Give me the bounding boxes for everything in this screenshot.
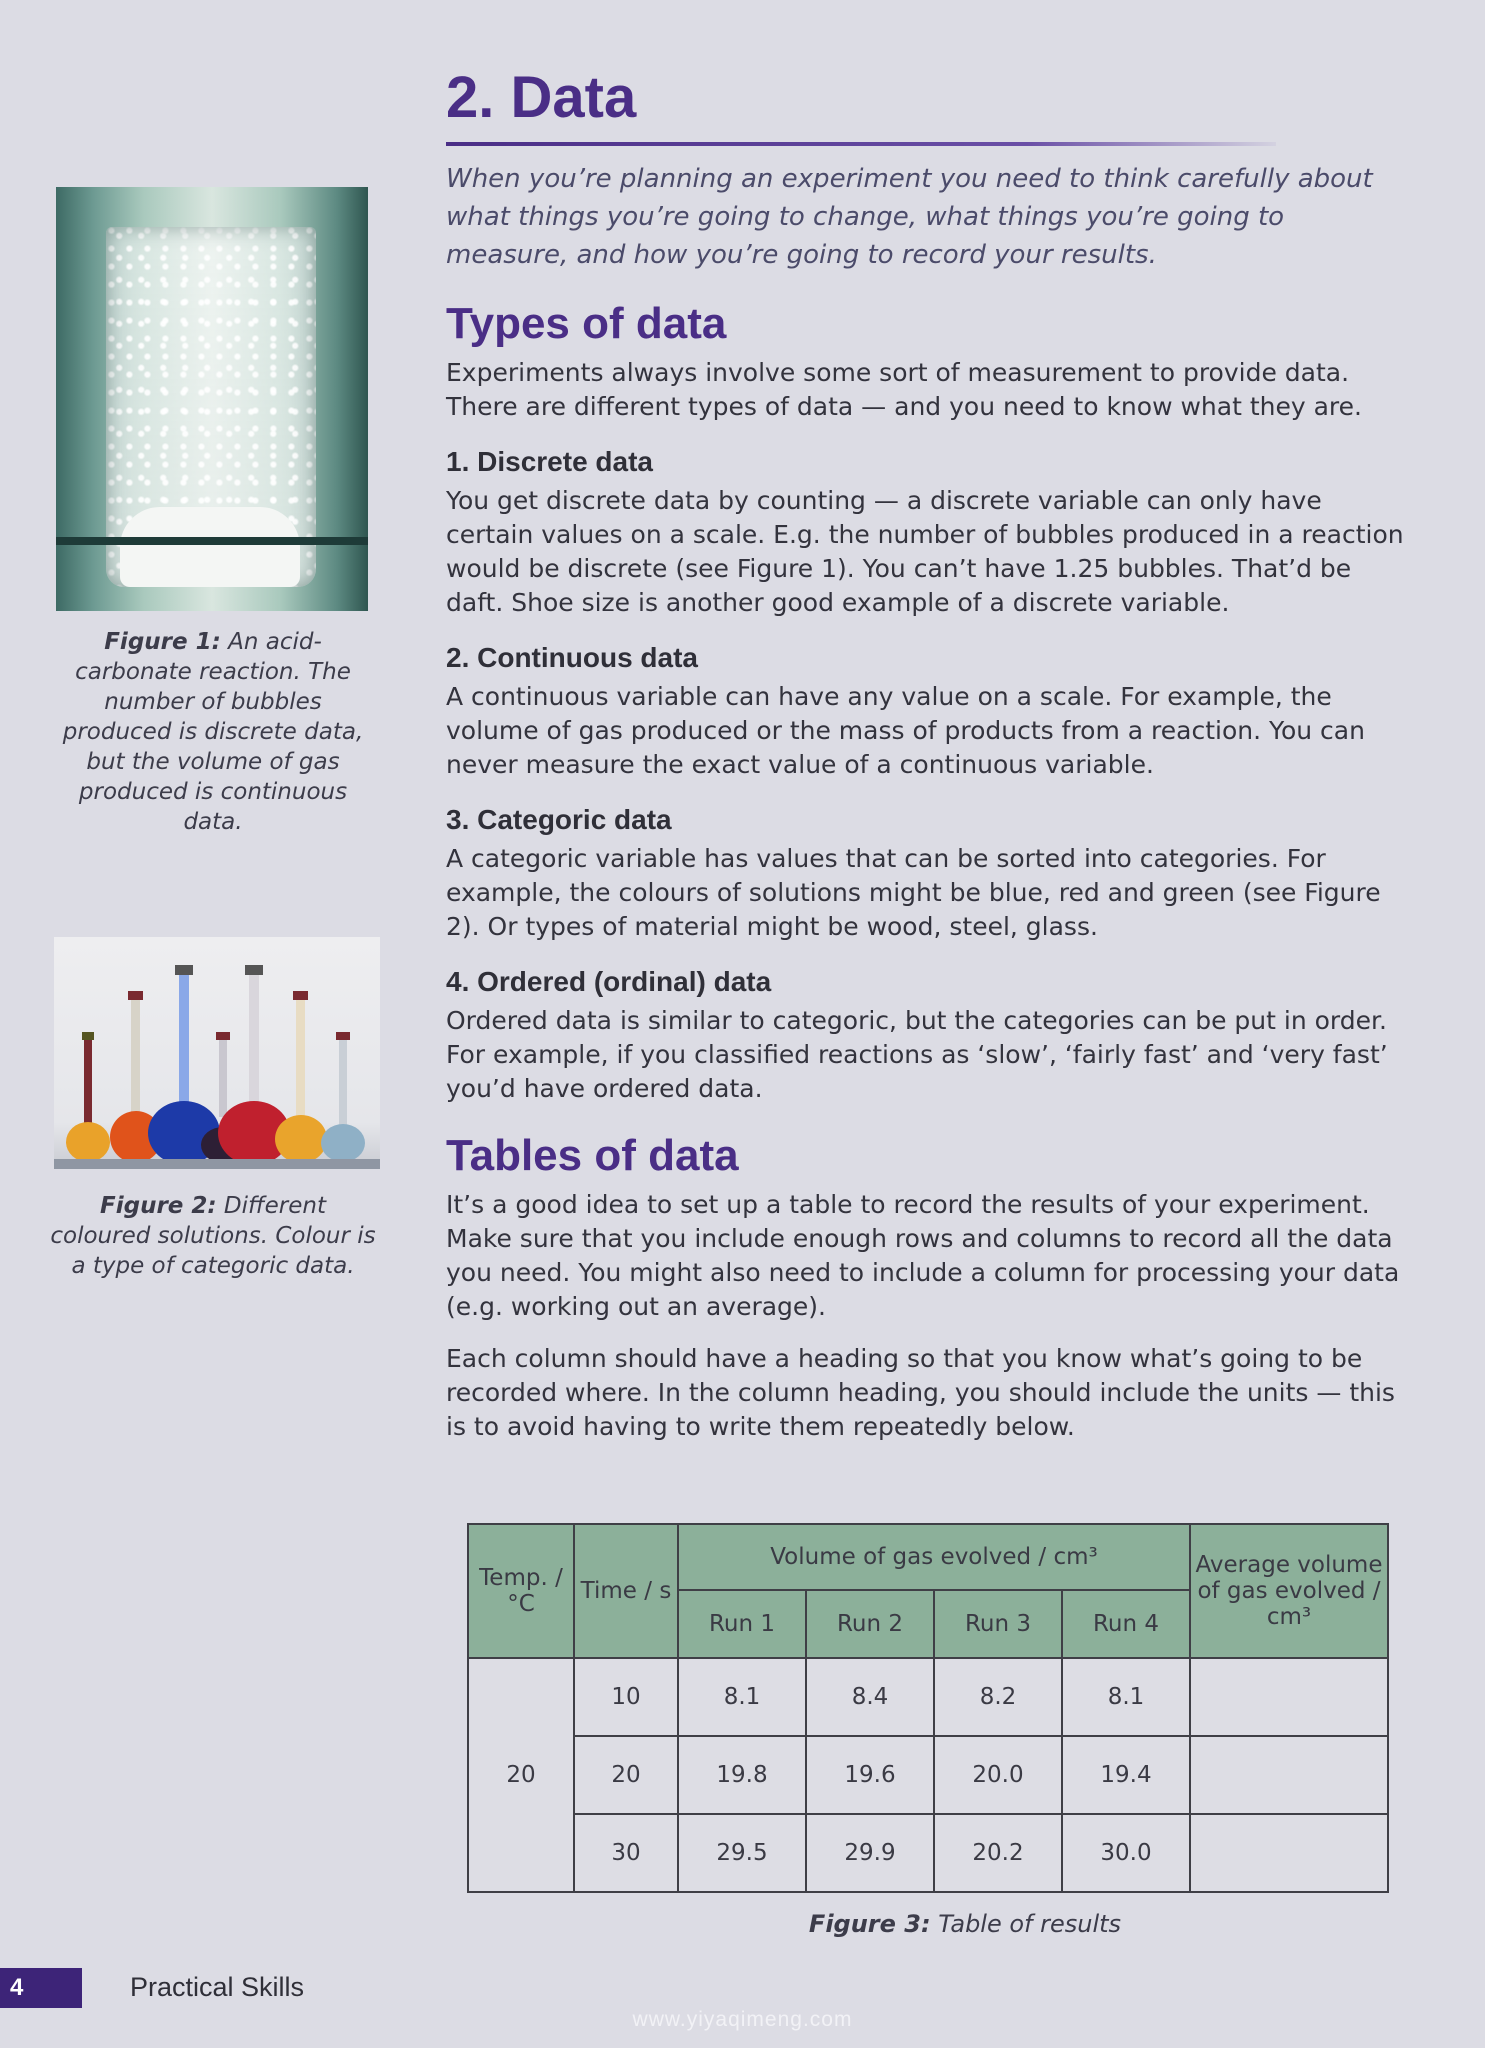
figure-2-image — [54, 937, 380, 1169]
tables-heading: Tables of data — [446, 1131, 739, 1180]
page-number: 4 — [0, 1968, 82, 2008]
figure-2-text: Different coloured solutions. Colour is a type of categoric data. — [50, 1193, 376, 1279]
footer-section-title: Practical Skills — [130, 1972, 305, 2002]
types-heading: Types of data — [446, 299, 727, 348]
figure-1-label: Figure 1: — [104, 629, 221, 655]
value-cell: 29.9 — [806, 1814, 934, 1892]
run-4-header: Run 4 — [1062, 1590, 1190, 1658]
categoric-heading: 3. Categoric data — [446, 804, 672, 835]
value-cell: 8.4 — [806, 1658, 934, 1736]
title-rule — [446, 142, 1276, 146]
main-content — [446, 60, 1406, 1444]
table-row — [468, 1814, 1388, 1892]
temp-header: Temp. / °C — [468, 1524, 574, 1658]
flask-yellow — [66, 1032, 110, 1162]
value-cell: 20.0 — [934, 1736, 1062, 1814]
figure-3-text: Table of results — [938, 1910, 1122, 1938]
run-1-header: Run 1 — [678, 1590, 806, 1658]
run-2-header: Run 2 — [806, 1590, 934, 1658]
value-cell: 19.8 — [678, 1736, 806, 1814]
temp-cell: 20 — [468, 1658, 574, 1892]
tables-para-1: It’s a good idea to set up a table to record the results of your experiment. Make sure that you include enough rows and columns to record all the data you need. You might also need to include a column for processing your data (e.g. working out an average). — [446, 1190, 1400, 1321]
time-header: Time / s — [574, 1524, 678, 1658]
average-cell — [1190, 1658, 1388, 1736]
value-cell: 8.2 — [934, 1658, 1062, 1736]
categoric-text: A categoric variable has values that can be sorted into categories. For example, the colours of solutions might be blue, red and green (see Figure 2). Or types of material might be wood, steel, glass. — [446, 844, 1381, 941]
discrete-heading: 1. Discrete data — [446, 446, 653, 477]
value-cell: 8.1 — [1062, 1658, 1190, 1736]
table-row — [468, 1658, 1388, 1736]
page-title: 2. Data — [446, 65, 637, 130]
figure-2-label: Figure 2: — [100, 1193, 217, 1219]
watermark: www.yiyaqimeng.com — [632, 2008, 853, 2031]
time-cell: 10 — [574, 1658, 678, 1736]
flasks-illustration — [54, 937, 380, 1169]
average-cell — [1190, 1736, 1388, 1814]
results-table — [467, 1523, 1389, 1893]
bench-edge — [56, 537, 368, 545]
ordered-text: Ordered data is similar to categoric, but the categories can be put in order. For example, if you classified reactions as ‘slow’, ‘fairly fast’ and ‘very fast’ you’d have ordered data. — [446, 1006, 1388, 1103]
continuous-heading: 2. Continuous data — [446, 642, 698, 673]
figure-1-caption — [48, 627, 378, 837]
ordered-heading: 4. Ordered (ordinal) data — [446, 966, 772, 997]
value-cell: 19.6 — [806, 1736, 934, 1814]
average-cell — [1190, 1814, 1388, 1892]
figure-1-image — [56, 187, 368, 611]
figure-2-caption — [48, 1191, 378, 1281]
value-cell: 19.4 — [1062, 1736, 1190, 1814]
run-3-header: Run 3 — [934, 1590, 1062, 1658]
average-header: Average volume of gas evolved / cm³ — [1190, 1524, 1388, 1658]
reaction-foam — [120, 507, 300, 587]
tables-para-2: Each column should have a heading so that you know what’s going to be recorded where. In the column heading, you should include the units — this is to avoid having to write them repeatedly below. — [446, 1344, 1395, 1441]
value-cell: 20.2 — [934, 1814, 1062, 1892]
types-text: Experiments always involve some sort of measurement to provide data. There are different types of data — and you need to know what they are. — [446, 358, 1362, 421]
value-cell: 30.0 — [1062, 1814, 1190, 1892]
shelf — [54, 1159, 380, 1169]
value-cell: 29.5 — [678, 1814, 806, 1892]
discrete-text: You get discrete data by counting — a discrete variable can only have certain values on a scale. E.g. the number of bubbles produced in a reaction would be discrete (see Figure 1). You can’t have 1.25 bubbles. That’d be daft. Shoe size is another good example of a discrete variable. — [446, 486, 1404, 617]
flask-grey — [321, 1032, 365, 1162]
flask-amber — [275, 991, 327, 1163]
figure-3-label: Figure 3: — [808, 1910, 931, 1938]
figure-3-caption — [700, 1910, 1230, 1938]
time-cell: 20 — [574, 1736, 678, 1814]
intro-text: When you’re planning an experiment you need to think carefully about what things you’re going to change, what things you’re going to measure, and how you’re going to record your results. — [446, 164, 1373, 270]
figure-1-text: An acid-carbonate reaction. The number of bubbles produced is discrete data, but the volume of gas produced is continuous data. — [62, 629, 364, 835]
time-cell: 30 — [574, 1814, 678, 1892]
table-row — [468, 1736, 1388, 1814]
volume-header: Volume of gas evolved / cm³ — [678, 1524, 1190, 1590]
value-cell: 8.1 — [678, 1658, 806, 1736]
continuous-text: A continuous variable can have any value on a scale. For example, the volume of gas produced or the mass of products from a reaction. You can never measure the exact value of a continuous variable. — [446, 682, 1365, 779]
